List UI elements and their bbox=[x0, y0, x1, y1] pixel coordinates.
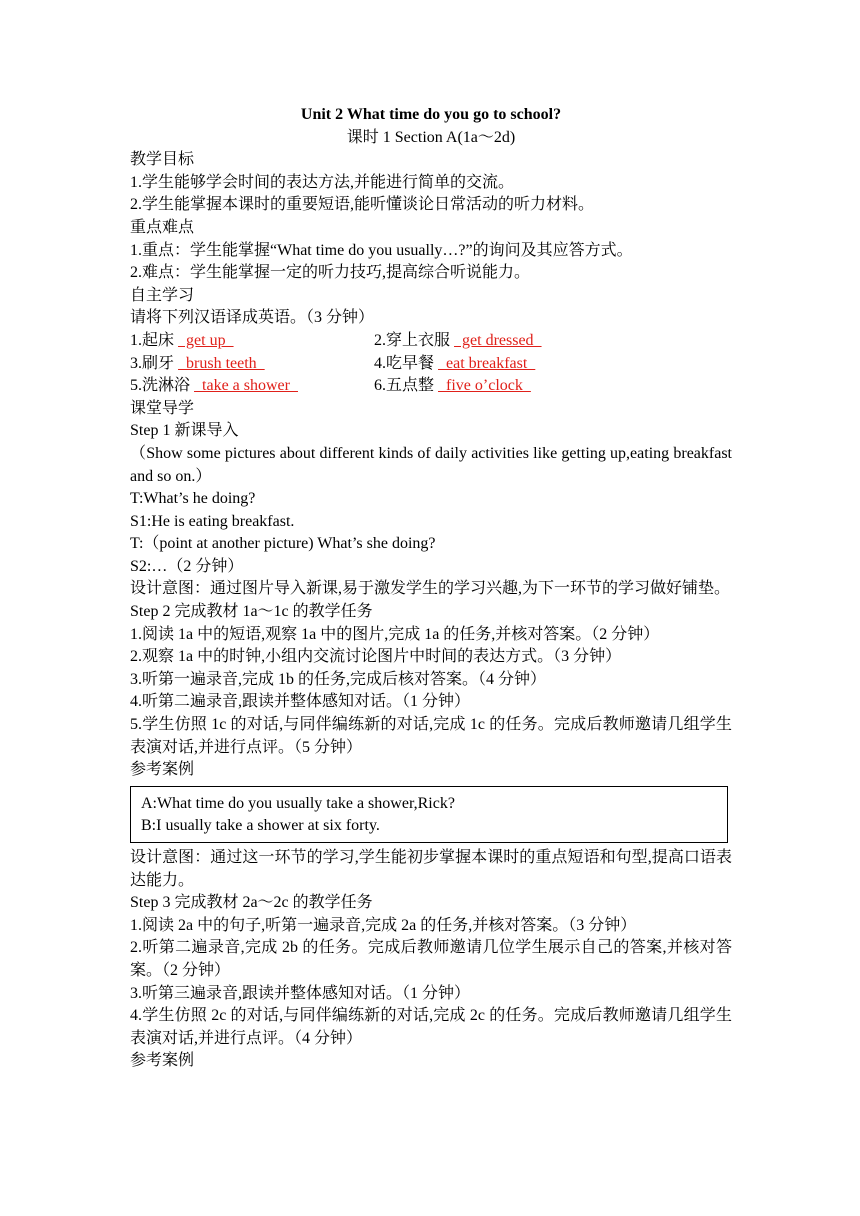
task-item: 3.听第三遍录音,跟读并整体感知对话。（1 分钟） bbox=[130, 984, 471, 1002]
task-item: 2.听第二遍录音,完成 2b 的任务。完成后教师邀请几位学生展示自己的答案,并核对答案。（2 分钟） bbox=[130, 939, 732, 979]
vocab-answer: five o’clock bbox=[438, 377, 531, 395]
task-item: 1.阅读 1a 中的短语,观察 1a 中的图片,完成 1a 的任务,并核对答案。（2 分钟） bbox=[130, 625, 660, 643]
task-item: 4.学生仿照 2c 的对话,与同伴编练新的对话,完成 2c 的任务。完成后教师邀请几组学生表演对话,并进行点评。（4 分钟） bbox=[130, 1007, 732, 1047]
step3-heading: Step 3 完成教材 2a～2c 的教学任务 bbox=[130, 894, 373, 912]
vocab-item bbox=[130, 353, 265, 376]
step1-intro: （Show some pictures about different kinds of daily activities like getting up,eating breakfast and so on.） bbox=[130, 444, 732, 485]
vocab-label: 4.吃早餐 bbox=[374, 354, 435, 372]
document-page bbox=[130, 104, 732, 1073]
task-item: 2.观察 1a 中的时钟,小组内交流讨论图片中时间的表达方式。（3 分钟） bbox=[130, 648, 622, 666]
vocab-item bbox=[130, 330, 234, 353]
goals-heading: 教学目标 bbox=[130, 151, 195, 169]
key-point: 1.重点：学生能掌握“What time do you usually…?”的询问及其应答方式。 bbox=[130, 241, 633, 259]
vocab-item bbox=[130, 375, 298, 398]
example-line: A:What time do you usually take a shower,Rick? bbox=[141, 794, 455, 812]
design-intent: 设计意图：通过这一环节的学习,学生能初步掌握本课时的重点短语和句型,提高口语表达能力。 bbox=[130, 849, 732, 889]
vocab-answer: get up bbox=[178, 331, 234, 349]
lesson-subtitle: 课时 1 Section A(1a～2d) bbox=[346, 128, 516, 146]
vocab-item bbox=[374, 330, 542, 353]
vocab-item bbox=[374, 375, 531, 398]
vocab-label: 3.刷牙 bbox=[130, 354, 175, 372]
example-line: B:I usually take a shower at six forty. bbox=[141, 817, 380, 835]
vocab-item bbox=[374, 353, 535, 376]
dialogue-line: S2:…（2 分钟） bbox=[130, 557, 244, 575]
task-item: 4.听第二遍录音,跟读并整体感知对话。（1 分钟） bbox=[130, 693, 471, 711]
vocab-row bbox=[130, 330, 732, 353]
guide-heading: 课堂导学 bbox=[130, 399, 195, 417]
vocab-row bbox=[130, 353, 732, 376]
vocab-answer: brush teeth bbox=[178, 354, 265, 372]
self-study-instruction: 请将下列汉语译成英语。（3 分钟） bbox=[130, 309, 375, 327]
key-heading: 重点难点 bbox=[130, 218, 195, 236]
task-item: 1.阅读 2a 中的句子,听第一遍录音,完成 2a 的任务,并核对答案。（3 分钟） bbox=[130, 916, 637, 934]
vocab-answer: take a shower bbox=[194, 377, 298, 395]
vocab-row bbox=[130, 375, 732, 398]
vocab-label: 1.起床 bbox=[130, 331, 175, 349]
vocab-label: 6.五点整 bbox=[374, 377, 435, 395]
example-box bbox=[130, 786, 728, 843]
vocab-answer: get dressed bbox=[454, 331, 542, 349]
design-intent: 设计意图：通过图片导入新课,易于激发学生的学习兴趣,为下一环节的学习做好铺垫。 bbox=[130, 580, 731, 598]
example-heading: 参考案例 bbox=[130, 1052, 195, 1070]
vocab-answer: eat breakfast bbox=[438, 354, 536, 372]
vocab-label: 5.洗淋浴 bbox=[130, 377, 191, 395]
goal-item: 2.学生能掌握本课时的重要短语,能听懂谈论日常活动的听力材料。 bbox=[130, 196, 595, 214]
task-item: 5.学生仿照 1c 的对话,与同伴编练新的对话,完成 1c 的任务。完成后教师邀请几组学生表演对话,并进行点评。（5 分钟） bbox=[130, 716, 732, 756]
step2-heading: Step 2 完成教材 1a～1c 的教学任务 bbox=[130, 603, 373, 621]
task-item: 3.听第一遍录音,完成 1b 的任务,完成后核对答案。（4 分钟） bbox=[130, 670, 547, 688]
dialogue-line: S1:He is eating breakfast. bbox=[130, 512, 295, 530]
key-point: 2.难点：学生能掌握一定的听力技巧,提高综合听说能力。 bbox=[130, 264, 531, 282]
unit-title: Unit 2 What time do you go to school? bbox=[300, 106, 562, 123]
goal-item: 1.学生能够学会时间的表达方法,并能进行简单的交流。 bbox=[130, 173, 515, 191]
self-study-heading: 自主学习 bbox=[130, 286, 195, 304]
dialogue-line: T:What’s he doing? bbox=[130, 490, 256, 508]
dialogue-line: T:（point at another picture) What’s she doing? bbox=[130, 535, 436, 553]
step1-heading: Step 1 新课导入 bbox=[130, 422, 239, 440]
example-heading: 参考案例 bbox=[130, 761, 195, 779]
vocab-label: 2.穿上衣服 bbox=[374, 331, 451, 349]
